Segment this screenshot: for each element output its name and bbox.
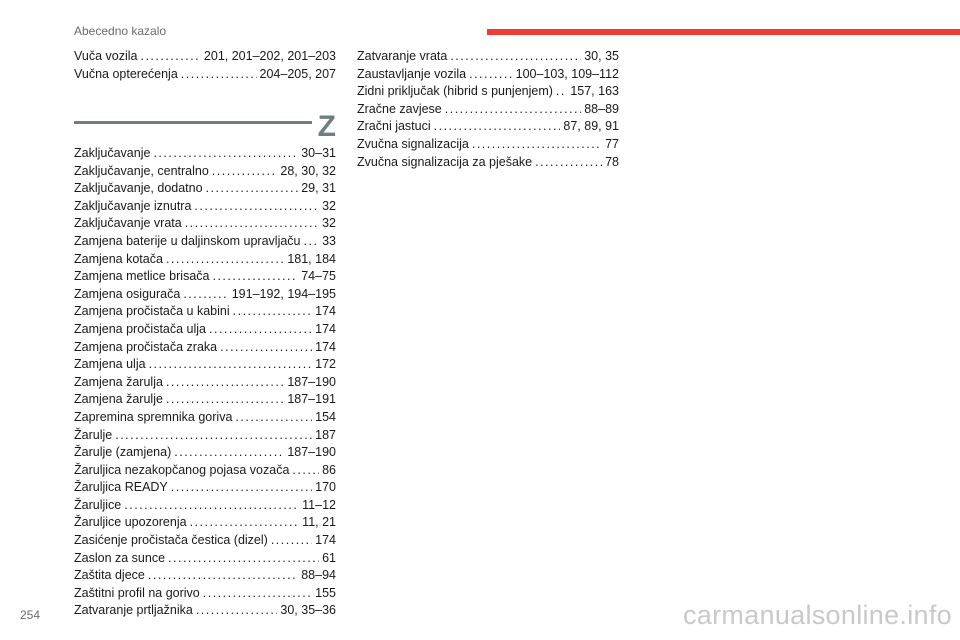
- entry-label: Zamjena pročistača ulja: [74, 321, 207, 336]
- entry-pages: 174: [315, 339, 336, 354]
- index-entry: [74, 514, 336, 532]
- entry-pages: 29, 31: [301, 181, 336, 196]
- entry-pages: 32: [322, 198, 336, 213]
- leader-dots: [233, 303, 313, 321]
- leader-dots: [166, 391, 284, 409]
- leader-dots: [469, 66, 513, 84]
- leader-dots: [124, 497, 299, 515]
- index-entry: [74, 321, 336, 339]
- entry-pages: 32: [322, 216, 336, 231]
- index-entry: [74, 550, 336, 568]
- index-entry: [74, 602, 336, 620]
- entry-pages: 172: [315, 357, 336, 372]
- entry-pages: 187–191: [287, 392, 336, 407]
- entry-label: Zvučna signalizacija: [357, 136, 469, 151]
- index-entry: [357, 83, 619, 101]
- entry-pages: 33: [322, 233, 336, 248]
- leader-dots: [472, 136, 602, 154]
- entry-label: Zatvaranje vrata: [357, 49, 448, 63]
- index-entry: [74, 356, 336, 374]
- leader-dots: [235, 409, 312, 427]
- leader-dots: [212, 268, 298, 286]
- entry-pages: 187–190: [287, 445, 336, 460]
- index-entry: [74, 479, 336, 497]
- index-entry: [74, 567, 336, 585]
- entry-label: Zamjena metlice brisača: [74, 269, 210, 284]
- leader-dots: [190, 514, 300, 532]
- section-rule: [74, 121, 312, 124]
- leader-dots: [148, 567, 298, 585]
- leader-dots: [183, 286, 228, 304]
- index-entry: [74, 215, 336, 233]
- entry-label: Zvučna signalizacija za pješake: [357, 154, 533, 169]
- leader-dots: [292, 462, 319, 480]
- entry-label: Zamjena žarulje: [74, 392, 163, 407]
- entry-label: Zaključavanje vrata: [74, 216, 182, 231]
- leader-dots: [209, 321, 312, 339]
- leader-dots: [271, 532, 312, 550]
- index-entry: [74, 585, 336, 603]
- leader-dots: [556, 83, 567, 101]
- leader-dots: [185, 215, 319, 233]
- entry-pages: 155: [315, 585, 336, 600]
- entry-pages: 174: [315, 321, 336, 336]
- leader-dots: [168, 550, 319, 568]
- entry-label: Zamjena pročistača u kabini: [74, 304, 230, 319]
- index-entry: [74, 198, 336, 216]
- entry-pages: 30, 35–36: [280, 603, 336, 618]
- entry-label: Zatvaranje prtljažnika: [74, 603, 193, 618]
- index-entry: [74, 48, 336, 66]
- watermark: carmanualsonline.info: [683, 600, 952, 630]
- entry-pages: 100–103, 109–112: [515, 66, 619, 81]
- index-entry: [74, 145, 336, 163]
- entry-pages: 11, 21: [302, 515, 336, 530]
- entry-pages: 201, 201–202, 201–203: [203, 49, 336, 63]
- entry-label: Zasićenje pročistača čestica (dizel): [74, 533, 268, 548]
- entry-label: Zračni jastuci: [357, 119, 431, 134]
- index-entry: [74, 233, 336, 251]
- entry-label: Zaustavljanje vozila: [357, 66, 467, 81]
- entry-label: Zamjena kotača: [74, 251, 163, 266]
- index-entry: [74, 180, 336, 198]
- entry-label: Žaruljice upozorenja: [74, 515, 187, 530]
- entry-label: Zamjena ulja: [74, 357, 146, 372]
- entry-label: Zamjena osigurača: [74, 286, 181, 301]
- entry-label: Zaštitni profil na gorivo: [74, 585, 200, 600]
- left-column-entries: [74, 145, 336, 620]
- entry-label: Zamjena žarulja: [74, 374, 163, 389]
- entry-pages: 181, 184: [287, 251, 336, 266]
- leader-dots: [304, 233, 320, 251]
- index-entry: [74, 497, 336, 515]
- index-entry: [74, 409, 336, 427]
- entry-label: Vuča vozila: [74, 49, 138, 63]
- leader-dots: [153, 145, 298, 163]
- entry-pages: 78: [605, 154, 619, 169]
- left-column-top: [74, 48, 336, 83]
- index-entry: [74, 251, 336, 269]
- entry-label: Zapremina spremnika goriva: [74, 409, 233, 424]
- entry-label: Žaruljica READY: [74, 480, 168, 495]
- entry-label: Zaključavanje iznutra: [74, 198, 192, 213]
- entry-pages: 86: [322, 462, 336, 477]
- leader-dots: [149, 356, 313, 374]
- index-entry: [74, 391, 336, 409]
- entry-pages: 74–75: [301, 269, 336, 284]
- index-entry: [74, 268, 336, 286]
- entry-label: Zidni priključak (hibrid s punjenjem): [357, 84, 553, 99]
- index-entry: [74, 286, 336, 304]
- leader-dots: [174, 444, 284, 462]
- entry-label: Zaključavanje, dodatno: [74, 181, 203, 196]
- leader-dots: [445, 101, 581, 119]
- index-entry: [357, 136, 619, 154]
- entry-pages: 157, 163: [570, 84, 619, 99]
- entry-pages: 61: [322, 550, 336, 565]
- leader-dots: [194, 198, 319, 216]
- index-entry: [74, 532, 336, 550]
- leader-dots: [206, 180, 299, 198]
- page-number: 254: [20, 608, 41, 622]
- leader-dots: [535, 154, 602, 172]
- section-letter-heading: [74, 112, 336, 144]
- entry-label: Zamjena baterije u daljinskom upravljaču: [74, 233, 301, 248]
- index-entry: [74, 462, 336, 480]
- entry-pages: 11–12: [302, 497, 336, 512]
- entry-label: Zaključavanje, centralno: [74, 163, 209, 178]
- entry-pages: 204–205, 207: [259, 66, 336, 81]
- leader-dots: [166, 251, 284, 269]
- leader-dots: [171, 479, 312, 497]
- index-entry: [74, 303, 336, 321]
- leader-dots: [450, 48, 581, 66]
- entry-label: Zamjena pročistača zraka: [74, 339, 218, 354]
- leader-dots: [181, 66, 257, 84]
- leader-dots: [115, 427, 312, 445]
- entry-label: Žaruljice: [74, 497, 122, 512]
- leader-dots: [212, 163, 278, 181]
- entry-pages: 30, 35: [584, 49, 619, 63]
- index-entry: [357, 154, 619, 172]
- index-entry: [74, 163, 336, 181]
- entry-pages: 88–89: [584, 101, 619, 116]
- index-entry: [357, 101, 619, 119]
- entry-pages: 170: [315, 480, 336, 495]
- entry-pages: 154: [315, 409, 336, 424]
- index-entry: [357, 118, 619, 136]
- index-entry: [74, 427, 336, 445]
- index-entry: [74, 374, 336, 392]
- entry-label: Zaključavanje: [74, 146, 151, 160]
- leader-dots: [203, 585, 312, 603]
- leader-dots: [166, 374, 284, 392]
- entry-pages: 174: [315, 533, 336, 548]
- entry-pages: 77: [605, 136, 619, 151]
- entry-label: Zaslon za sunce: [74, 550, 166, 565]
- entry-pages: 30–31: [301, 146, 336, 160]
- entry-pages: 191–192, 194–195: [231, 286, 336, 301]
- section-letter: Z: [317, 110, 336, 143]
- entry-label: Zračne zavjese: [357, 101, 442, 116]
- entry-label: Žaruljica nezakopčanog pojasa vozača: [74, 462, 290, 477]
- leader-dots: [220, 339, 312, 357]
- index-entry: [74, 444, 336, 462]
- header-accent-bar: [487, 29, 960, 35]
- entry-pages: 28, 30, 32: [280, 163, 336, 178]
- index-entry: [357, 66, 619, 84]
- index-entry: [357, 48, 619, 66]
- entry-label: Vučna opterećenja: [74, 66, 178, 81]
- leader-dots: [434, 118, 561, 136]
- header-title: Abecedno kazalo: [74, 24, 167, 38]
- entry-pages: 187–190: [287, 374, 336, 389]
- entry-label: Žarulje: [74, 427, 113, 442]
- index-entry: [74, 339, 336, 357]
- entry-pages: 87, 89, 91: [563, 119, 619, 134]
- entry-pages: 174: [315, 304, 336, 319]
- entry-pages: 88–94: [301, 568, 336, 583]
- index-entry: [74, 66, 336, 84]
- entry-pages: 187: [315, 427, 336, 442]
- leader-dots: [196, 602, 278, 620]
- entry-label: Zaštita djece: [74, 568, 145, 583]
- right-column-entries: [357, 48, 619, 171]
- leader-dots: [140, 48, 200, 66]
- entry-label: Žarulje (zamjena): [74, 445, 172, 460]
